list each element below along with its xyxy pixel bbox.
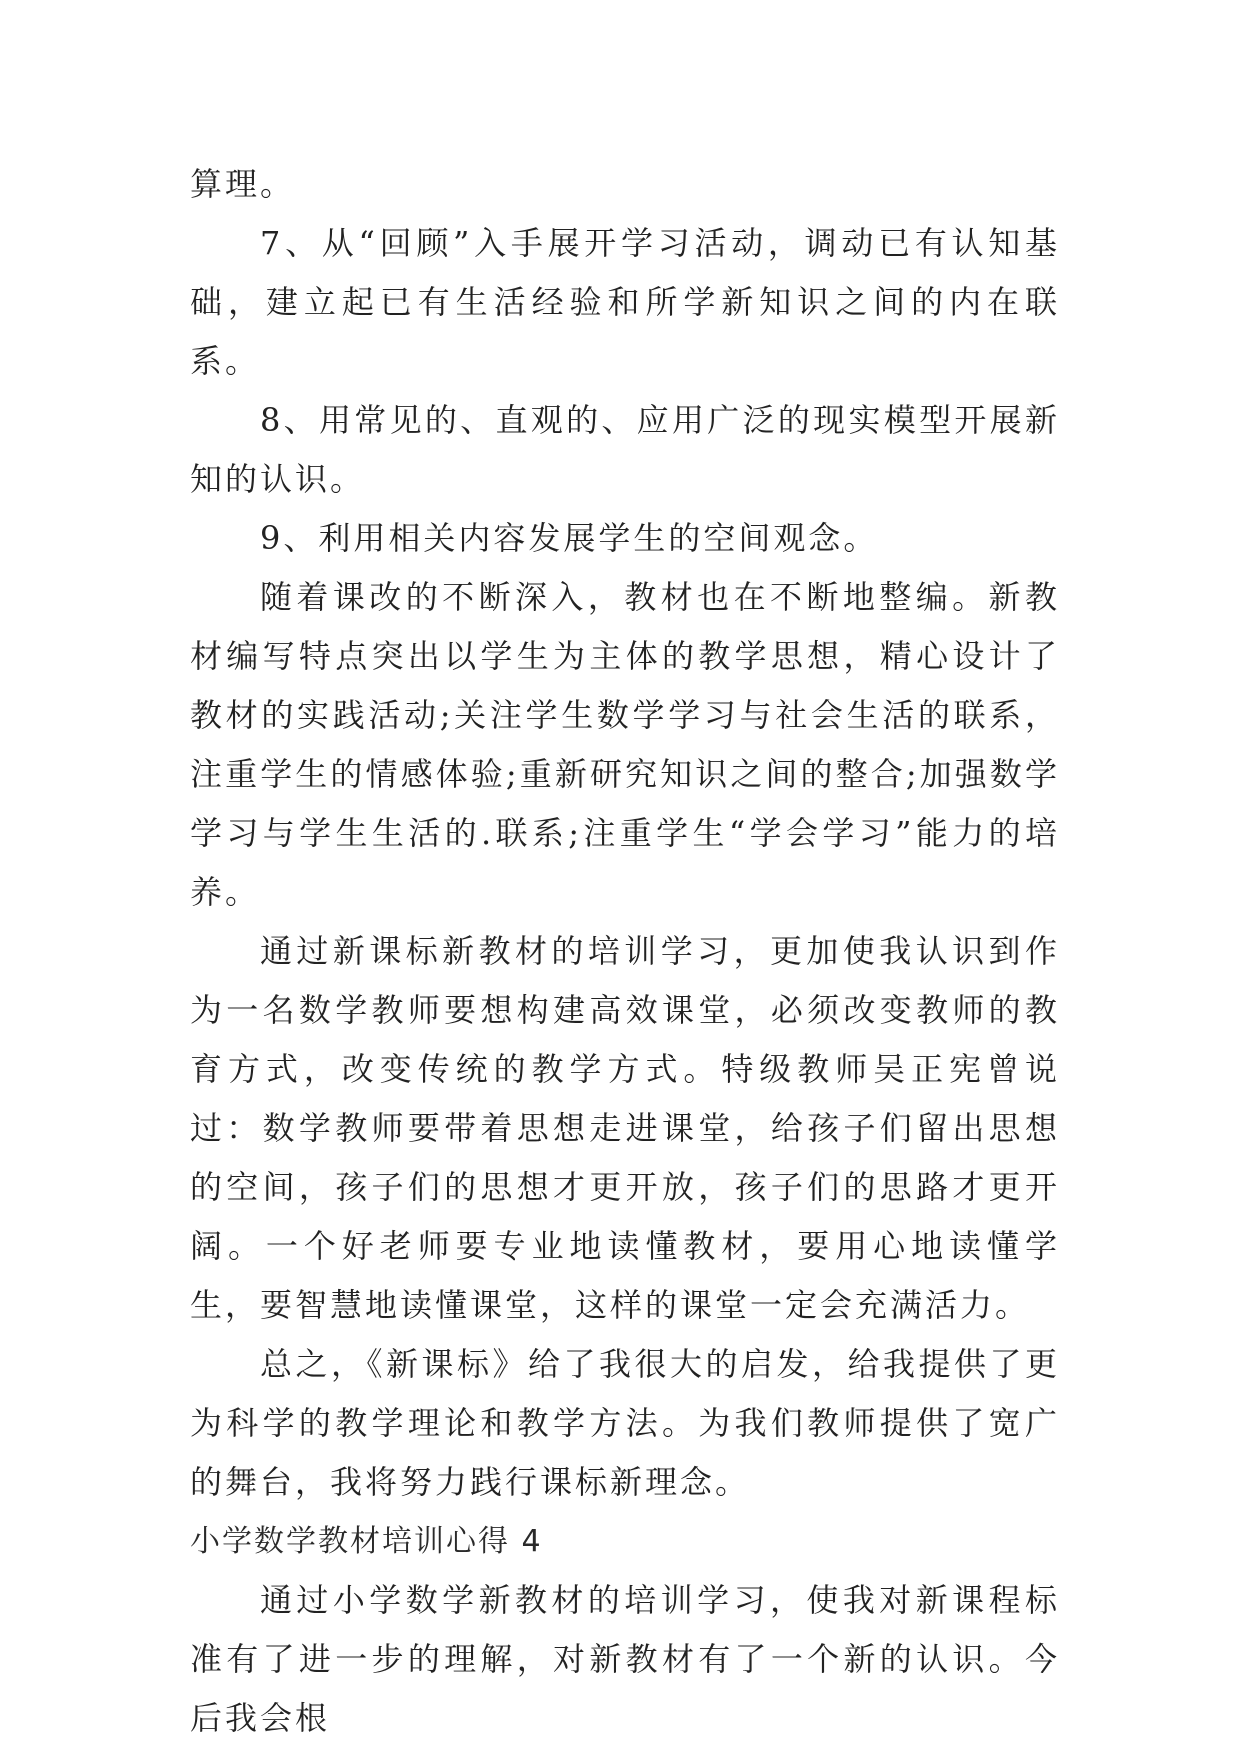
paragraph-item-8: 8、用常见的、直观的、应用广泛的现实模型开展新知的认识。 [190,401,1060,498]
paragraph-curriculum-reform: 随着课改的不断深入，教材也在不断地整编。新教材编写特点突出以学生为主体的教学思想，精心设计了教材的实践活动;关注学生数学学习与社会生活的联系，注重学生的情感体验;重新研究知识之间的整合;加强数学学习与学生生活的.联系;注重学生“学会学习”能力的培养。 [190,578,1060,911]
document-body [190,155,1060,1748]
paragraph-conclusion: 总之，《新课标》给了我很大的启发，给我提供了更为科学的教学理论和教学方法。为我们教师提供了宽广的舞台，我将努力践行课标新理念。 [190,1345,1060,1501]
paragraph-continuation: 算理。 [190,165,296,203]
section-heading: 小学数学教材培训心得 4 [190,1524,543,1559]
paragraph-training-reflection: 通过新课标新教材的培训学习，更加使我认识到作为一名数学教师要想构建高效课堂，必须改变教师的教育方式，改变传统的教学方式。特级教师吴正宪曾说过：数学教师要带着思想走进课堂，给孩子们留出思想的空间，孩子们的思想才更开放，孩子们的思路才更开阔。一个好老师要专业地读懂教材，要用心地读懂学生，要智慧地读懂课堂，这样的课堂一定会充满活力。 [190,932,1060,1324]
paragraph-section-intro: 通过小学数学新教材的培训学习，使我对新课程标准有了进一步的理解，对新教材有了一个新的认识。今后我会根 [190,1581,1060,1737]
paragraph-item-9: 9、利用相关内容发展学生的空间观念。 [260,519,879,557]
paragraph-item-7: 7、从“回顾”入手展开学习活动，调动已有认知基础，建立起已有生活经验和所学新知识之间的内在联系。 [190,224,1060,380]
